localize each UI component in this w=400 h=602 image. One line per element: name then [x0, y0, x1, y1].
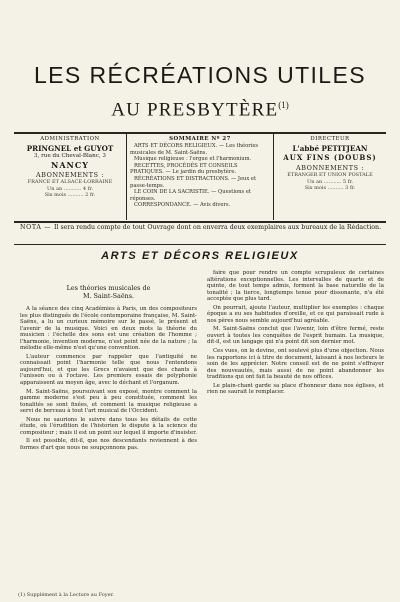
sommaire-item: Musique religieuse : l'orgue et l'harmonium. [134, 156, 252, 163]
direction-column [274, 134, 386, 220]
article-title [20, 284, 197, 300]
article-paragraph: Ces vues, on le devine, ont soulevé plus d'une objection. Nous les rapportons ici à titre de document, laissant à nos lecteurs le soin de les apprécier. Notre conseil est de ne point s'effrayer des nouveautés, mais aussi de ne point abandonner les traditions qui ont fait la beauté de nos offices. [207, 348, 384, 381]
publishers-city: NANCY [51, 160, 89, 170]
admin-price-line: Six mois .......... 2 fr. [44, 192, 96, 198]
article-column-right [207, 270, 384, 590]
article-column-left [20, 270, 197, 590]
direction-subscriptions-heading: ABONNEMENTS : [296, 164, 364, 172]
publishers-address: 3, rue du Cheval-Blanc, 3 [34, 153, 106, 159]
admin-subscriptions-region: FRANCE ET ALSACE-LORRAINE [27, 179, 113, 185]
director-place: AUX FINS (DOUBS) [283, 153, 377, 162]
header-rule-bottom [14, 221, 386, 223]
direction-heading: DIRECTEUR [310, 136, 350, 142]
info-band [14, 134, 386, 220]
article-paragraph: A la séance des cinq Académies à Paris, un des compositeurs les plus distingués de l'école contemporaine française, M. Saint-Saëns, a lu un curieux mémoire sur le passé, le présent et l'avenir de la musique. Voici en deux mots la théorie du musicien : l'échelle des sons est une création de l'homme ; l'harmonie, invention moderne, n'est point née de la nature ; la mélodie elle-même n'est qu'une convention. [20, 306, 197, 352]
sommaire-item: RECETTES, PROCÉDÉS ET CONSEILS PRATIQUES. — Le jardin du presbytère. [130, 162, 238, 176]
nota-notice [20, 224, 386, 232]
section-rule [14, 244, 386, 245]
direction-price-line: Six mois .......... 3 fr. [304, 185, 356, 191]
article-paragraph: L'auteur commence par rappeler que l'antiquité ne connaissait point l'harmonie telle que nous l'entendons aujourd'hui, et que les Grecs n'avaient que des chants à l'unisson ou à l'octave. Les premiers essais de polyphonie apparaissent au moyen âge, avec le déchant et l'organum. [20, 353, 197, 387]
masthead [0, 62, 400, 121]
admin-price-line: Un an ........... 4 fr. [47, 185, 93, 192]
article-title-line: M. Saint-Saëns. [82, 292, 135, 300]
footnote: (1) Supplément à la Lecture au Foyer. [18, 592, 114, 598]
direction-subscriptions-region: ÉTRANGER ET UNION POSTALE [287, 172, 373, 178]
sommaire-item: ARTS ET DÉCORS RELIGIEUX. — Les théories musicales de M. Saint-Saëns. [130, 143, 259, 156]
subtitle-note-mark: (1) [278, 100, 289, 110]
sommaire-column [126, 134, 274, 220]
article-title-line: Les théories musicales de [66, 284, 151, 292]
direction-price-line: Un an ........... 5 fr. [307, 178, 353, 185]
sommaire-item: RÉCRÉATIONS ET DISTRACTIONS. — Jeux et passe-temps. [130, 175, 257, 189]
article-body [20, 270, 384, 590]
article-paragraph: M. Saint-Saëns conclut que l'avenir, loin d'être fermé, reste ouvert à toutes les conquêtes de l'esprit humain. La musique, dit-il, est un langage qui n'a point dit son dernier mot. [207, 326, 384, 346]
nota-text: Il sera rendu compte de tout Ouvrage dont on enverra deux exemplaires aux bureaux de la Rédaction. [53, 224, 382, 231]
sommaire-heading: SOMMAIRE Nº 27 [169, 136, 231, 142]
publishers-name: PRINGNEL et GUYOT [26, 144, 114, 153]
article-paragraph: Le plain-chant garde sa place d'honneur dans nos églises, et rien ne saurait le remplacer. [207, 382, 384, 396]
administration-heading: ADMINISTRATION [40, 136, 100, 142]
nota-label: NOTA — [20, 224, 51, 231]
publication-subtitle [0, 94, 400, 121]
sommaire-item: CORRESPONDANCE. — Avis divers. [134, 202, 231, 209]
article-paragraph: M. Saint-Saëns, poursuivant son exposé, montre comment la gamme moderne s'est peu à peu constituée, comment les tonalités se sont fixées, et comment la musique religieuse a servi de berceau à tout l'art musical de l'Occident. [20, 388, 197, 415]
sommaire-item: LE COIN DE LA SACRISTIE. — Questions et réponses. [130, 189, 251, 202]
subtitle-text: AU PRESBYTÈRE [111, 99, 279, 121]
article-paragraph: On pourrait, ajoute l'auteur, multiplier les exemples : chaque époque a eu ses habitudes d'oreille, et ce qui paraissait rude à nos pères nous semble aujourd'hui agréable. [207, 304, 384, 324]
director-name: L'abbé PETITJEAN [292, 144, 368, 153]
publication-title: LES RÉCRÉATIONS UTILES [33, 62, 366, 88]
article-paragraph: Il est possible, dit-il, que nos descendants reviennent à des formes d'art que nous ne soupçonnons pas. [20, 438, 197, 451]
article-paragraph: faire que pour rendre un compte scrupuleux de certaines altérations exceptionnelles. Les intervalles de quarte et de quinte, de tout temps admis, forment la base naturelle de la tonalité ; la tierce, longtemps tenue pour dissonante, n'a été acceptée que plus tard. [207, 270, 384, 303]
admin-subscriptions-heading: ABONNEMENTS : [36, 171, 104, 179]
article-paragraph: Nous ne saurions le suivre dans tous les détails de cette étude, où l'érudition de l'historien le dispute à la science du compositeur ; mais il est un point sur lequel il importe d'insister. [20, 416, 197, 436]
section-title: ARTS ET DÉCORS RELIGIEUX [101, 250, 299, 262]
administration-column [14, 134, 126, 220]
